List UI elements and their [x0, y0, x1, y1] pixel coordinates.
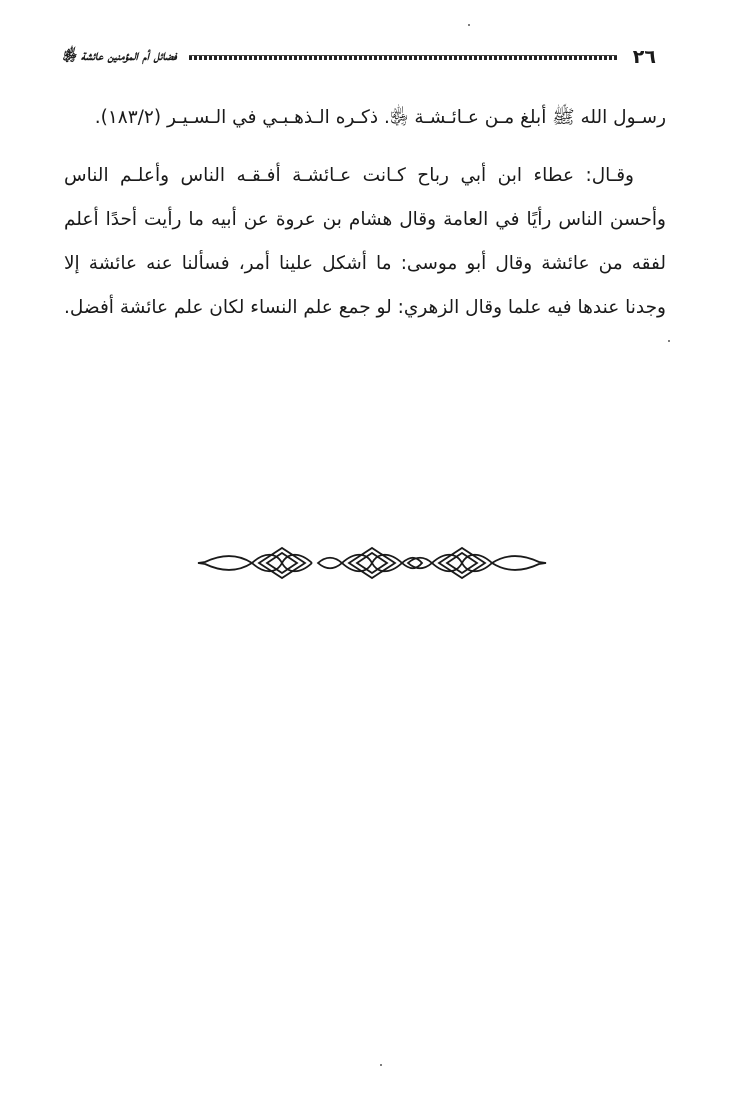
body-text — [64, 96, 666, 330]
paragraph-2: وقـال: عطاء ابن أبي رباح كـانت عـائشـة أفـقـه الناس وأعلـم الناس وأحسن الناس رأيًا في العامة وقال هشام بن عروة عن أبيه ما رأيت أحدًا أعلم لفقه من عائشة وقال أبو موسى: ما أشكل علينا أمر، فسألنا عنه عائشة إلا وجدنا عندها فيه علما وقال الزهري: لو جمع علم النساء لكان علم عائشة أفضل. — [64, 165, 666, 318]
paragraph-1: رسـول الله ﷺ أبلغ مـن عـائـشـة ﵂. ذكـره الـذهـبـي في الـسـيـر (١٨٣/٢). — [94, 107, 666, 128]
header-rule — [189, 55, 617, 60]
ornament-unit-middle — [318, 548, 422, 578]
scan-speck — [468, 24, 470, 26]
scan-speck — [668, 340, 670, 342]
running-title: فضائل أم المؤمنين عائشة ﵂ — [62, 48, 177, 64]
page-header — [62, 42, 656, 72]
ornament-divider — [194, 538, 550, 588]
scan-speck — [380, 1064, 382, 1066]
page-number: ٢٦ — [632, 46, 656, 68]
ornament-unit-right — [408, 548, 546, 578]
ornament-unit-left — [198, 548, 312, 578]
